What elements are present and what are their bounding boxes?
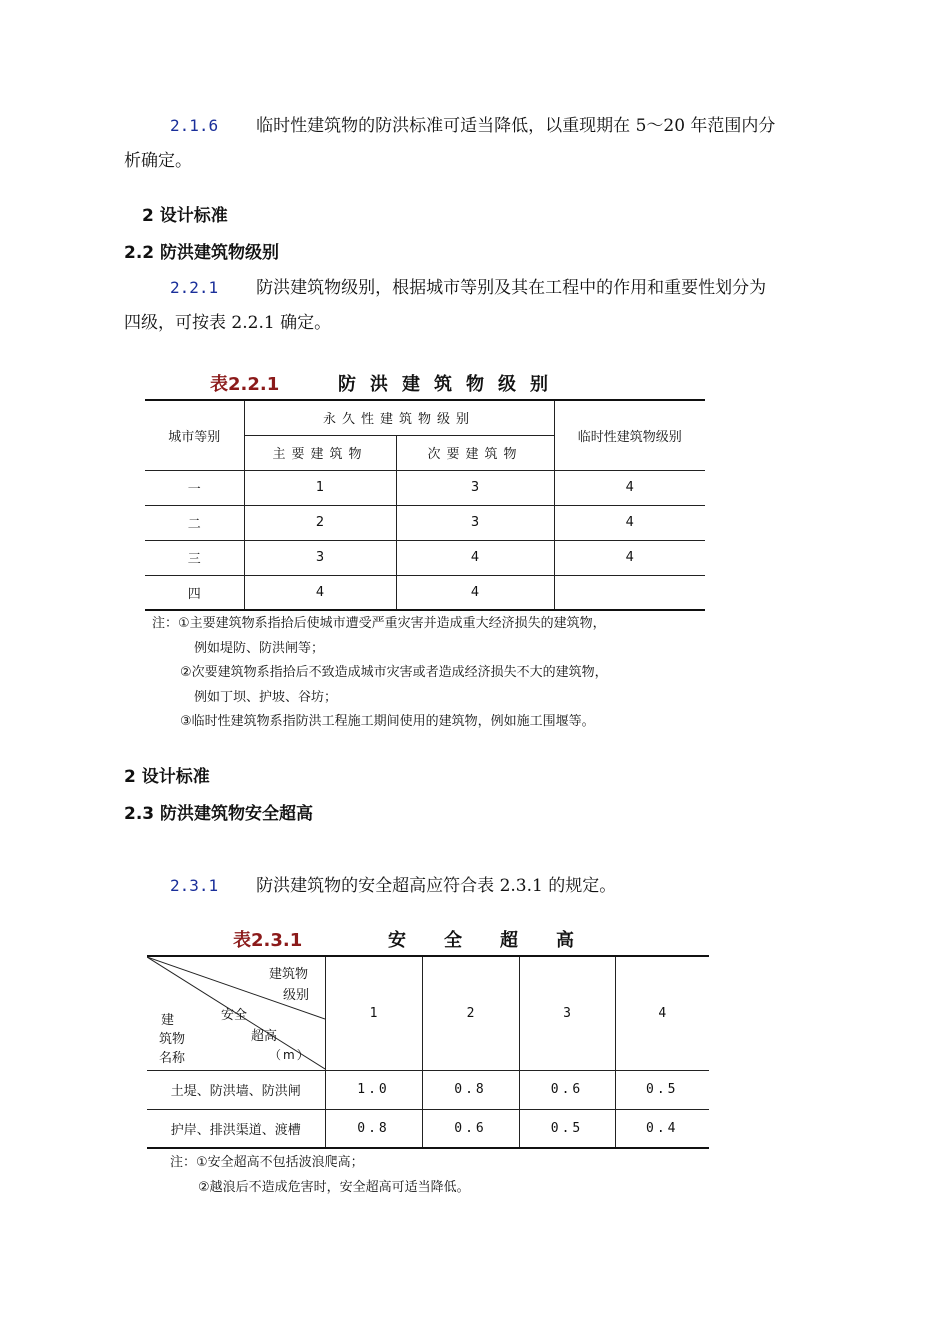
- header-city-grade: 城市等别: [145, 400, 244, 470]
- paragraph-2-1-6: [124, 108, 844, 179]
- section-number: 2.1.6: [170, 116, 219, 135]
- header-temporary-grade: 临时性建筑物级别: [554, 400, 705, 470]
- cell-main: 2: [244, 505, 396, 540]
- cell-value: 0.5: [615, 1070, 709, 1109]
- table-notes: [152, 612, 712, 735]
- cell-value: 0.6: [422, 1109, 519, 1148]
- cell-secondary: 4: [396, 540, 554, 575]
- paragraph-text: 防洪建筑物级别，根据城市等别及其在工程中的作用和重要性划分为: [256, 278, 767, 298]
- section-number: 2.3.1: [170, 876, 219, 895]
- table-row: [147, 1109, 709, 1148]
- section-number: 2.2.1: [170, 278, 219, 297]
- paragraph-text: 防洪建筑物的安全超高应符合表 2.3.1 的规定。: [256, 876, 617, 896]
- diag-label-name-3: 名称: [159, 1051, 186, 1066]
- diag-label-building: 建筑物: [269, 967, 309, 982]
- cell-secondary: 3: [396, 470, 554, 505]
- cell-main: 1: [244, 470, 396, 505]
- cell-building-name: 护岸、排洪渠道、渡槽: [147, 1109, 325, 1148]
- header-level: 1: [325, 956, 422, 1070]
- cell-city: 三: [145, 540, 244, 575]
- chapter-heading: 2 设计标准: [142, 206, 228, 226]
- diag-label-unit: （m）: [269, 1048, 311, 1062]
- table-row: [145, 540, 705, 575]
- table-row: [145, 470, 705, 505]
- table-2-2-1: [145, 399, 705, 611]
- note-line: 注：①安全超高不包括波浪爬高；: [170, 1155, 364, 1170]
- note-line: 例如堤防、防洪闸等；: [194, 640, 325, 656]
- chapter-heading: 2 设计标准: [124, 767, 210, 787]
- cell-value: 1.0: [325, 1070, 422, 1109]
- diag-label-grade: 级别: [283, 988, 310, 1003]
- paragraph-2-2-1: [124, 270, 844, 341]
- paragraph-text: 临时性建筑物的防洪标准可适当降低，以重现期在 5～20 年范围内分: [256, 116, 776, 136]
- diag-label-freeboard: 超高: [251, 1029, 278, 1044]
- cell-secondary: 3: [396, 505, 554, 540]
- table-caption-number: 表2.2.1: [210, 374, 280, 395]
- note-line: ②越浪后不造成危害时，安全超高可适当降低。: [198, 1179, 470, 1195]
- table-caption-title: 安全超高: [388, 930, 612, 951]
- note-line: ②次要建筑物系指拾后不致造成城市灾害或者造成经济损失不大的建筑物，: [180, 665, 608, 680]
- cell-building-name: 土堤、防洪墙、防洪闸: [147, 1070, 325, 1109]
- header-level: 3: [519, 956, 615, 1070]
- header-main-building: 主要建筑物: [244, 435, 396, 470]
- cell-temporary: 4: [554, 540, 705, 575]
- note-line: 注：①主要建筑物系指拾后使城市遭受严重灾害并造成重大经济损失的建筑物，: [152, 616, 606, 631]
- table-notes: [170, 1151, 710, 1200]
- table-2-3-1: [147, 955, 709, 1149]
- diag-label-name-1: 建: [161, 1013, 175, 1028]
- section-heading: 2.3 防洪建筑物安全超高: [124, 804, 314, 824]
- cell-city: 二: [145, 505, 244, 540]
- cell-secondary: 4: [396, 575, 554, 610]
- cell-value: 0.5: [519, 1109, 615, 1148]
- cell-value: 0.4: [615, 1109, 709, 1148]
- paragraph-text: 析确定。: [124, 151, 192, 171]
- cell-main: 3: [244, 540, 396, 575]
- cell-value: 0.6: [519, 1070, 615, 1109]
- cell-city: 四: [145, 575, 244, 610]
- paragraph-text: 四级，可按表 2.2.1 确定。: [124, 313, 332, 333]
- cell-temporary: 4: [554, 505, 705, 540]
- header-level: 2: [422, 956, 519, 1070]
- cell-temporary: 4: [554, 470, 705, 505]
- cell-temporary: [554, 575, 705, 610]
- table-row: [145, 505, 705, 540]
- header-level: 4: [615, 956, 709, 1070]
- header-permanent-grade: 永久性建筑物级别: [244, 400, 554, 435]
- note-line: ③临时性建筑物系指防洪工程施工期间使用的建筑物，例如施工围堰等。: [180, 714, 595, 729]
- cell-main: 4: [244, 575, 396, 610]
- paragraph-2-3-1: [124, 868, 844, 904]
- diag-label-name-2: 筑物: [159, 1032, 186, 1047]
- section-heading: 2.2 防洪建筑物级别: [124, 243, 280, 263]
- table-row: [147, 1070, 709, 1109]
- cell-value: 0.8: [422, 1070, 519, 1109]
- table-caption-title: 防洪建筑物级别: [338, 374, 562, 395]
- table-row: [145, 575, 705, 610]
- table-caption-number: 表2.3.1: [233, 930, 303, 951]
- header-secondary-building: 次要建筑物: [396, 435, 554, 470]
- note-line: 例如丁坝、护坡、谷坊；: [194, 689, 338, 705]
- diag-label-safety: 安全: [221, 1008, 248, 1023]
- cell-value: 0.8: [325, 1109, 422, 1148]
- cell-city: 一: [145, 470, 244, 505]
- diagonal-header-cell: [147, 956, 325, 1070]
